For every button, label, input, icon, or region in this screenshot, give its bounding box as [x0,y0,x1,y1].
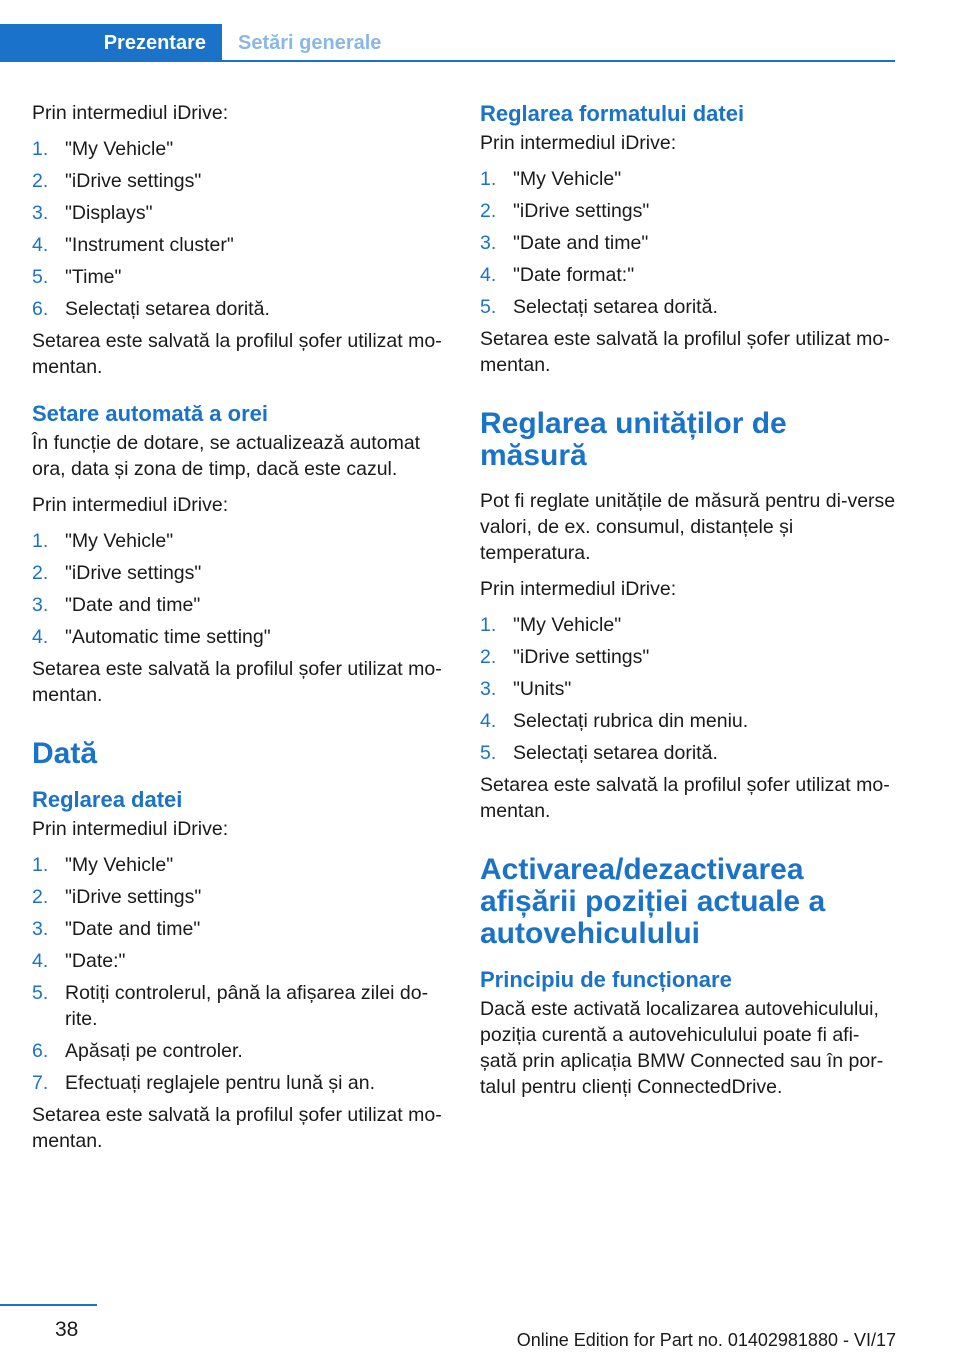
step-text: "Date:" [65,950,126,972]
step-number: 3. [480,232,497,254]
chapter-heading: Activarea/dezactivarea afișării poziției actuale a autovehiculului [480,853,826,950]
step-number: 4. [480,264,497,286]
step-number: 5. [480,296,497,318]
header-divider [0,60,895,62]
list-item [480,708,896,734]
step-number: 1. [32,138,49,160]
step-text: "Displays" [65,202,153,224]
list-item [32,1070,448,1096]
chapter-heading: Reglarea unităților de măsură [480,407,787,472]
date-section [32,738,448,1154]
intro-text: Prin intermediul iDrive: [480,578,677,600]
step-number: 2. [480,646,497,668]
list-item [32,168,448,194]
step-number: 3. [32,594,49,616]
saved-note: Setarea este salvată la profilul șofer utilizat mo-mentan. [32,1104,442,1152]
body-text: Dacă este activată localizarea autovehiculului, poziția curentă a autovehiculului poate fi afi-șată prin aplicația BMW Connected sau în por-talul pentru clienți ConnectedDrive. [480,998,884,1098]
list-item [32,884,448,910]
step-number: 3. [480,678,497,700]
list-item [480,262,896,288]
page-number: 38 [55,1318,79,1341]
steps-list [32,528,448,650]
list-item [32,852,448,878]
step-number: 4. [32,950,49,972]
step-text: "Instrument cluster" [65,234,234,256]
body-text: În funcție de dotare, se actualizează automat ora, data și zona de timp, dacă este cazul. [32,432,421,480]
list-item [480,612,896,638]
date-format-section [480,100,896,378]
list-item [480,198,896,224]
step-number: 4. [480,710,497,732]
chapter-heading: Dată [32,737,98,770]
step-text: "Date and time" [513,232,649,254]
list-item [32,916,448,942]
steps-list [480,612,896,766]
step-text: "My Vehicle" [513,168,622,190]
step-number: 2. [32,886,49,908]
list-item [480,230,896,256]
list-item [32,528,448,554]
step-text: "iDrive settings" [513,200,650,222]
tab-setari-generale[interactable]: Setări generale [238,32,382,54]
step-number: 7. [32,1072,49,1094]
step-text: "iDrive settings" [65,170,202,192]
list-item [32,232,448,258]
step-text: Rotiți controlerul, până la afișarea zilei do-rite. [65,982,429,1030]
step-text: "iDrive settings" [65,886,202,908]
step-number: 4. [32,234,49,256]
step-text: "Date and time" [65,594,201,616]
step-number: 1. [32,854,49,876]
auto-time-section [32,400,448,708]
list-item [32,1038,448,1064]
step-text: "Date format:" [513,264,635,286]
step-text: "Units" [513,678,572,700]
section-heading: Reglarea datei [32,787,183,812]
left-column [32,100,448,1164]
step-number: 3. [32,202,49,224]
list-item [32,136,448,162]
saved-note: Setarea este salvată la profilul șofer utilizat mo-mentan. [32,658,442,706]
footer-divider [0,1304,97,1306]
saved-note: Setarea este salvată la profilul șofer utilizat mo-mentan. [480,774,890,822]
step-text: "My Vehicle" [65,854,174,876]
step-number: 2. [32,562,49,584]
step-number: 2. [32,170,49,192]
right-column [480,100,896,1110]
step-text: Selectați rubrica din meniu. [513,710,749,732]
step-number: 6. [32,298,49,320]
step-text: "iDrive settings" [65,562,202,584]
intro-text: Prin intermediul iDrive: [480,132,677,154]
step-number: 1. [32,530,49,552]
step-number: 2. [480,200,497,222]
step-number: 1. [480,614,497,636]
list-item [32,296,448,322]
list-item [32,592,448,618]
list-item [32,560,448,586]
list-item [32,264,448,290]
section-heading: Reglarea formatului datei [480,101,745,126]
step-text: Selectați setarea dorită. [65,298,270,320]
section-heading: Principiu de funcționare [480,967,732,992]
step-number: 3. [32,918,49,940]
step-text: Efectuați reglajele pentru lună și an. [65,1072,376,1094]
list-item [32,200,448,226]
edition-label: Online Edition for Part no. 01402981880 - VI/17 [516,1330,896,1350]
step-number: 5. [480,742,497,764]
page-header [0,24,895,62]
step-text: "Time" [65,266,122,288]
step-text: "Automatic time setting" [65,626,271,648]
steps-list [32,852,448,1096]
list-item [32,948,448,974]
tab-prezentare[interactable]: Prezentare [0,24,222,60]
body-text: Pot fi reglate unitățile de măsură pentru di-verse valori, de ex. consumul, distanțele și temperatura. [480,490,896,564]
time-section [32,100,448,380]
list-item [480,644,896,670]
intro-text: Prin intermediul iDrive: [32,494,229,516]
step-text: Selectați setarea dorită. [513,742,718,764]
steps-list [32,136,448,322]
list-item [480,166,896,192]
list-item [480,294,896,320]
intro-text: Prin intermediul iDrive: [32,818,229,840]
step-text: "My Vehicle" [65,138,174,160]
vehicle-position-section [480,854,896,1100]
step-text: Apăsați pe controler. [65,1040,243,1062]
step-text: Selectați setarea dorită. [513,296,718,318]
step-number: 5. [32,266,49,288]
step-number: 4. [32,626,49,648]
list-item [480,740,896,766]
steps-list [480,166,896,320]
step-text: "Date and time" [65,918,201,940]
list-item [32,980,448,1032]
step-text: "My Vehicle" [65,530,174,552]
intro-text: Prin intermediul iDrive: [32,102,229,124]
section-heading: Setare automată a orei [32,401,268,426]
step-number: 5. [32,982,49,1004]
step-text: "iDrive settings" [513,646,650,668]
saved-note: Setarea este salvată la profilul șofer utilizat mo-mentan. [480,328,890,376]
units-section [480,408,896,824]
step-number: 1. [480,168,497,190]
list-item [32,624,448,650]
step-text: "My Vehicle" [513,614,622,636]
step-number: 6. [32,1040,49,1062]
saved-note: Setarea este salvată la profilul șofer utilizat mo-mentan. [32,330,442,378]
list-item [480,676,896,702]
